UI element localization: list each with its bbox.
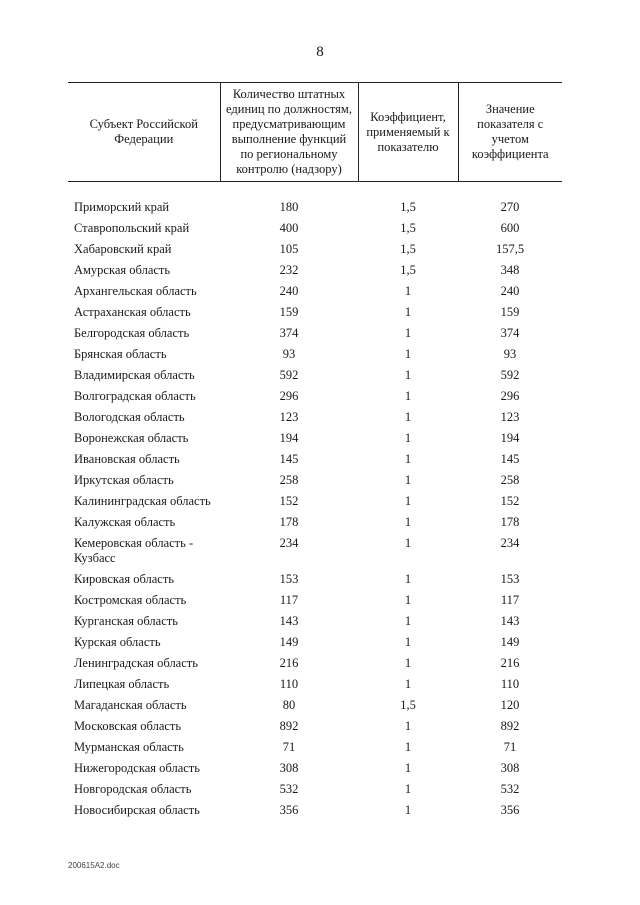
table-cell-coefficient: 1,5 <box>400 698 416 712</box>
table-cell-adjusted-value: 120 <box>500 698 520 712</box>
table-cell-adjusted-value: 153 <box>500 572 520 586</box>
table-row <box>68 305 562 326</box>
table-cell-coefficient: 1,5 <box>400 200 416 214</box>
table-cell-staff-count: 93 <box>282 347 296 361</box>
table-row <box>68 326 562 347</box>
table-cell-coefficient: 1 <box>404 515 412 529</box>
table-cell-coefficient: 1 <box>404 389 412 403</box>
table-row <box>68 182 562 222</box>
table-cell-staff-count: 308 <box>279 761 299 775</box>
table-row <box>68 410 562 431</box>
table-cell-subject: Мурманская область <box>74 740 184 754</box>
table-cell-subject: Приморский край <box>74 200 170 214</box>
table-cell-staff-count: 105 <box>279 242 299 256</box>
table-row <box>68 515 562 536</box>
table-row <box>68 494 562 515</box>
table-body <box>68 182 562 825</box>
table-row <box>68 431 562 452</box>
table-cell-subject: Кемеровская область - Кузбасс <box>74 536 194 565</box>
table-cell-staff-count: 296 <box>279 389 299 403</box>
table-cell-subject: Курганская область <box>74 614 178 628</box>
table-row <box>68 803 562 824</box>
table-cell-adjusted-value: 892 <box>500 719 520 733</box>
table-cell-subject: Ставропольский край <box>74 221 190 235</box>
table-row <box>68 761 562 782</box>
table-cell-coefficient: 1 <box>404 368 412 382</box>
table-row <box>68 452 562 473</box>
table-row <box>68 347 562 368</box>
table-cell-coefficient: 1 <box>404 677 412 691</box>
header-coefficient: Коэффициент, применяемый к показателю <box>358 83 458 182</box>
table-cell-coefficient: 1 <box>404 803 412 817</box>
table-cell-coefficient: 1 <box>404 635 412 649</box>
page-number: 8 <box>316 44 324 60</box>
table-cell-staff-count: 400 <box>279 221 299 235</box>
table-cell-subject: Вологодская область <box>74 410 185 424</box>
table-row <box>68 242 562 263</box>
table-cell-staff-count: 258 <box>279 473 299 487</box>
table-cell-subject: Кировская область <box>74 572 175 586</box>
table-row <box>68 572 562 593</box>
table-cell-adjusted-value: 258 <box>500 473 520 487</box>
table-cell-subject: Волгоградская область <box>74 389 196 403</box>
table-cell-adjusted-value: 374 <box>500 326 520 340</box>
table-cell-coefficient: 1 <box>404 740 412 754</box>
table-cell-subject: Калужская область <box>74 515 176 529</box>
table-cell-adjusted-value: 194 <box>500 431 520 445</box>
table-cell-adjusted-value: 270 <box>500 200 520 214</box>
table-cell-adjusted-value: 152 <box>500 494 520 508</box>
table-cell-subject: Астраханская область <box>74 305 191 319</box>
table-cell-coefficient: 1 <box>404 410 412 424</box>
table-cell-coefficient: 1,5 <box>400 242 416 256</box>
table-cell-adjusted-value: 234 <box>500 536 520 550</box>
table-cell-coefficient: 1 <box>404 761 412 775</box>
table-cell-staff-count: 216 <box>279 656 299 670</box>
table-cell-adjusted-value: 178 <box>500 515 520 529</box>
table-cell-coefficient: 1,5 <box>400 221 416 235</box>
table-cell-staff-count: 123 <box>279 410 299 424</box>
table-cell-adjusted-value: 123 <box>500 410 520 424</box>
table-cell-adjusted-value: 216 <box>500 656 520 670</box>
table-cell-staff-count: 892 <box>279 719 299 733</box>
table-cell-staff-count: 180 <box>279 200 299 214</box>
table-cell-coefficient: 1 <box>404 284 412 298</box>
table-row <box>68 635 562 656</box>
table-cell-staff-count: 159 <box>279 305 299 319</box>
table-cell-coefficient: 1 <box>404 494 412 508</box>
table-row <box>68 221 562 242</box>
table-row <box>68 782 562 803</box>
table-cell-adjusted-value: 143 <box>500 614 520 628</box>
table-cell-subject: Новгородская область <box>74 782 192 796</box>
table-cell-adjusted-value: 356 <box>500 803 520 817</box>
table-cell-subject: Магаданская область <box>74 698 187 712</box>
table-cell-subject: Московская область <box>74 719 182 733</box>
table-cell-staff-count: 152 <box>279 494 299 508</box>
table-row <box>68 263 562 284</box>
table-cell-subject: Архангельская область <box>74 284 197 298</box>
table-cell-adjusted-value: 240 <box>500 284 520 298</box>
table-cell-coefficient: 1 <box>404 431 412 445</box>
table-cell-subject: Хабаровский край <box>74 242 172 256</box>
table-cell-adjusted-value: 159 <box>500 305 520 319</box>
table-cell-staff-count: 143 <box>279 614 299 628</box>
table-row <box>68 284 562 305</box>
table-cell-adjusted-value: 348 <box>500 263 520 277</box>
table-cell-adjusted-value: 149 <box>500 635 520 649</box>
table-cell-adjusted-value: 532 <box>500 782 520 796</box>
table-row <box>68 536 562 572</box>
header-staff-count: Количество штатных единиц по должностям, предусматривающим выполнение функций по региональному контролю (надзору) <box>220 83 358 182</box>
table-cell-staff-count: 145 <box>279 452 299 466</box>
table-row <box>68 698 562 719</box>
table-cell-subject: Иркутская область <box>74 473 174 487</box>
table-cell-staff-count: 234 <box>279 536 299 550</box>
table-cell-adjusted-value: 592 <box>500 368 520 382</box>
table-cell-adjusted-value: 600 <box>500 221 520 235</box>
table-cell-coefficient: 1 <box>404 326 412 340</box>
table-cell-coefficient: 1 <box>404 782 412 796</box>
table-cell-adjusted-value: 157,5 <box>495 242 525 256</box>
table-cell-staff-count: 374 <box>279 326 299 340</box>
table-cell-staff-count: 153 <box>279 572 299 586</box>
table-row <box>68 740 562 761</box>
table-cell-staff-count: 71 <box>282 740 296 754</box>
table-cell-adjusted-value: 71 <box>503 740 517 754</box>
table-cell-subject: Костромская область <box>74 593 187 607</box>
table-cell-staff-count: 178 <box>279 515 299 529</box>
table-cell-coefficient: 1 <box>404 347 412 361</box>
table-cell-adjusted-value: 308 <box>500 761 520 775</box>
table-cell-coefficient: 1,5 <box>400 263 416 277</box>
header-subject: Субъект Российской Федерации <box>68 83 220 182</box>
table-cell-coefficient: 1 <box>404 656 412 670</box>
table-cell-subject: Амурская область <box>74 263 171 277</box>
table-cell-coefficient: 1 <box>404 452 412 466</box>
table-cell-adjusted-value: 296 <box>500 389 520 403</box>
regions-table <box>68 82 562 824</box>
table-cell-staff-count: 110 <box>279 677 299 691</box>
table-cell-adjusted-value: 145 <box>500 452 520 466</box>
table-cell-subject: Воронежская область <box>74 431 189 445</box>
table-cell-staff-count: 117 <box>279 593 299 607</box>
table-row <box>68 614 562 635</box>
table-cell-staff-count: 532 <box>279 782 299 796</box>
table-cell-staff-count: 356 <box>279 803 299 817</box>
header-adjusted-value: Значение показателя с учетом коэффициента <box>458 83 562 182</box>
table-cell-subject: Брянская область <box>74 347 167 361</box>
table-cell-coefficient: 1 <box>404 572 412 586</box>
table-cell-subject: Ивановская область <box>74 452 180 466</box>
table-cell-staff-count: 592 <box>279 368 299 382</box>
table-cell-staff-count: 194 <box>279 431 299 445</box>
table-row <box>68 593 562 614</box>
table-row <box>68 389 562 410</box>
table-cell-subject: Владимирская область <box>74 368 195 382</box>
table-cell-coefficient: 1 <box>404 614 412 628</box>
table-row <box>68 677 562 698</box>
table-cell-coefficient: 1 <box>404 536 412 550</box>
table-cell-adjusted-value: 110 <box>500 677 520 691</box>
table-cell-adjusted-value: 117 <box>500 593 520 607</box>
table-cell-subject: Нижегородская область <box>74 761 200 775</box>
table-row <box>68 368 562 389</box>
table-cell-adjusted-value: 93 <box>503 347 517 361</box>
table-cell-subject: Ленинградская область <box>74 656 198 670</box>
table-cell-subject: Белгородская область <box>74 326 190 340</box>
regions-table-container <box>68 82 562 824</box>
table-cell-coefficient: 1 <box>404 719 412 733</box>
table-cell-coefficient: 1 <box>404 593 412 607</box>
table-cell-staff-count: 149 <box>279 635 299 649</box>
file-name-footer: 200615A2.doc <box>68 861 120 870</box>
table-cell-subject: Калининградская область <box>74 494 211 508</box>
table-cell-subject: Липецкая область <box>74 677 170 691</box>
table-cell-staff-count: 240 <box>279 284 299 298</box>
table-row <box>68 719 562 740</box>
table-cell-subject: Курская область <box>74 635 161 649</box>
table-cell-staff-count: 80 <box>282 698 296 712</box>
table-row <box>68 656 562 677</box>
header-row <box>68 83 562 182</box>
table-row <box>68 473 562 494</box>
table-cell-coefficient: 1 <box>404 473 412 487</box>
table-cell-coefficient: 1 <box>404 305 412 319</box>
table-header <box>68 83 562 182</box>
table-cell-staff-count: 232 <box>279 263 299 277</box>
table-cell-subject: Новосибирская область <box>74 803 200 817</box>
